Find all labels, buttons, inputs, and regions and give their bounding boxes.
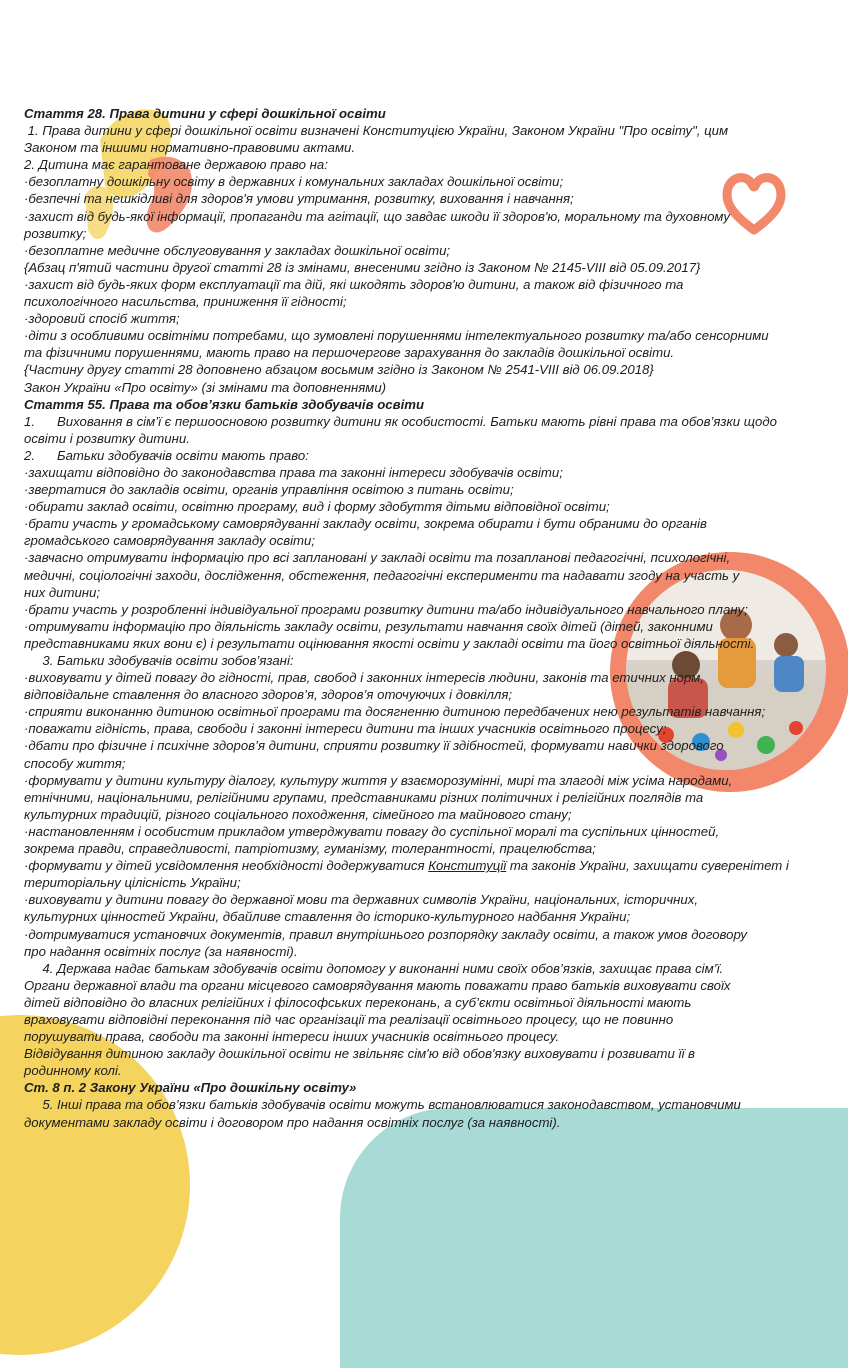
line-text: ·безоплатне медичне обслуговування у закладах дошкільної освіти; xyxy=(24,242,451,258)
text-line xyxy=(24,532,848,549)
line-text: 1. Виховання в сім’ї є першоосновою розвитку дитини як особистості. Батьки мають рівні права та обов’язки щодо xyxy=(24,413,777,429)
line-text: ·діти з особливими освітніми потребами, що зумовлені порушеннями інтелектуального розвитку та/або сенсорними xyxy=(24,328,769,344)
line-text: розвитку; xyxy=(24,225,87,241)
section-heading xyxy=(24,1079,848,1096)
line-text: ·брати участь у розробленні індивідуальної програми розвитку дитини та/або індивідуального навчального плану; xyxy=(24,601,748,617)
line-text: ·дбати про фізичне і психічне здоров’я дитини, сприяти розвитку її здібностей, формувати навички здорового xyxy=(24,738,724,754)
text-line xyxy=(24,703,848,720)
text-line xyxy=(24,208,848,225)
line-text: ·сприяти виконанню дитиною освітньої програми та досягненню дитиною передбачених нею результатів навчання; xyxy=(24,704,766,720)
text-line xyxy=(24,857,848,874)
constitution-link[interactable]: Конституції xyxy=(428,858,507,874)
text-line xyxy=(24,190,848,207)
line-text: ·брати участь у громадському самоврядуванні закладу освіти, зокрема обирати і бути обраними до органів xyxy=(24,516,707,532)
text-line xyxy=(24,686,848,703)
text-line xyxy=(24,720,848,737)
line-text: родинному колі. xyxy=(24,1063,122,1079)
text-line xyxy=(24,823,848,840)
text-line xyxy=(24,635,848,652)
line-text: відповідальне ставлення до власного здоров’я, здоров’я оточуючих і довкілля; xyxy=(24,687,513,703)
line-text: Відвідування дитиною закладу дошкільної освіти не звільняє сім'ю від обов'язку виховувати і розвивати її в xyxy=(24,1046,695,1062)
line-text: громадського самоврядування закладу освіти; xyxy=(24,533,316,549)
text-line xyxy=(24,669,848,686)
line-text: ·захищати відповідно до законодавства права та законні інтереси здобувачів освіти; xyxy=(24,464,563,480)
text-line xyxy=(24,908,848,925)
text-line xyxy=(24,173,848,190)
text-line xyxy=(24,994,848,1011)
text-line xyxy=(24,1062,848,1079)
text-line xyxy=(24,327,848,344)
text-line xyxy=(24,737,848,754)
text-line xyxy=(24,464,848,481)
line-text: Законом та іншими нормативно-правовими актами. xyxy=(24,140,355,156)
text-line xyxy=(24,891,848,908)
teal-wave-decoration xyxy=(340,1108,848,1368)
text-line xyxy=(24,977,848,994)
line-text: ·завчасно отримувати інформацію про всі заплановані у закладі освіти та позапланові педагогічні, психологічні, xyxy=(24,550,731,566)
text-line xyxy=(24,413,848,430)
text-line xyxy=(24,379,848,396)
document-body xyxy=(24,105,848,1131)
text-line xyxy=(24,584,848,601)
line-text: ·дотримуватися установчих документів, правил внутрішнього розпорядку закладу освіти, а також умов договору xyxy=(24,926,747,942)
line-text: ·формувати у дитини культуру діалогу, культуру життя у взаєморозумінні, мирі та злагоді між усіма народами, xyxy=(24,772,733,788)
line-text: ·виховувати у дітей повагу до гідності, прав, свобод і законних інтересів людини, законів та етичних норм, xyxy=(24,670,704,686)
text-line xyxy=(24,652,848,669)
text-line xyxy=(24,242,848,259)
text-line xyxy=(24,515,848,532)
text-line xyxy=(24,259,848,276)
text-line xyxy=(24,225,848,242)
text-line xyxy=(24,549,848,566)
section-heading xyxy=(24,105,848,122)
text-line xyxy=(24,361,848,378)
line-text: ·захист від будь-яких форм експлуатації та дій, які шкодять здоров'ю дитини, а також від фізичного та xyxy=(24,276,684,292)
line-text: дітей відповідно до власних релігійних і філософських переконань, а суб’єкти освітньої діяльності мають xyxy=(24,994,692,1010)
text-line xyxy=(24,156,848,173)
text-line xyxy=(24,1028,848,1045)
line-text: освіти і розвитку дитини. xyxy=(24,430,190,446)
line-text: ·обирати заклад освіти, освітню програму, вид і форму здобуття дітьми відповідної освіти; xyxy=(24,499,610,515)
line-text: 3. Батьки здобувачів освіти зобов’язані: xyxy=(24,653,294,668)
text-line xyxy=(24,943,848,960)
section-heading xyxy=(24,396,848,413)
line-text: культурних традицій, різного соціального походження, сімейного та майнового стану; xyxy=(24,806,572,822)
line-text: ·безпечні та нешкідливі для здоров'я умови утримання, розвитку, виховання і навчання; xyxy=(24,191,574,207)
line-text: ·виховувати у дитини повагу до державної мови та державних символів України, національних, історичних, xyxy=(24,892,698,908)
text-line xyxy=(24,293,848,310)
line-text: ·поважати гідність, права, свободи і законні інтереси дитини та інших учасників освітнього процесу; xyxy=(24,721,667,737)
line-text: ·отримувати інформацію про діяльність закладу освіти, результати навчання своїх дітей (дітей, законними xyxy=(24,618,713,634)
line-text: територіальну цілісність України; xyxy=(24,875,241,891)
line-text: 1. Права дитини у сфері дошкільної освіти визначені Конституцією України, Законом України "Про освіту", цим xyxy=(24,123,729,139)
text-line xyxy=(24,926,848,943)
text-line xyxy=(24,960,848,977)
line-text: Ст. 8 п. 2 Закону України «Про дошкільну освіту» xyxy=(24,1080,357,1096)
line-text: 2. Батьки здобувачів освіти мають право: xyxy=(24,447,309,463)
line-text: психологічного насильства, приниження її гідності; xyxy=(24,294,347,310)
line-text: Стаття 55. Права та обов’язки батьків здобувачів освіти xyxy=(24,396,425,412)
text-line xyxy=(24,122,848,139)
text-line xyxy=(24,874,848,891)
text-line xyxy=(24,1114,848,1131)
line-text: враховувати відповідні переконання під час організації та реалізації освітнього процесу, що не повинно xyxy=(24,1011,674,1027)
text-line xyxy=(24,789,848,806)
text-line xyxy=(24,840,848,857)
line-text: зокрема правди, справедливості, патріотизму, гуманізму, толерантності, працелюбства; xyxy=(24,841,596,857)
text-line xyxy=(24,430,848,447)
text-line xyxy=(24,344,848,361)
line-text: способу життя; xyxy=(24,755,126,771)
text-line xyxy=(24,310,848,327)
line-text: ·звертатися до закладів освіти, органів управління освітою з питань освіти; xyxy=(24,482,514,498)
text-line xyxy=(24,1096,848,1113)
line-text-continued: та законів України, захищати суверенітет і xyxy=(506,858,789,874)
text-line xyxy=(24,755,848,772)
text-line xyxy=(24,618,848,635)
line-text: Закон України «Про освіту» (зі змінами та доповненнями) xyxy=(24,379,387,395)
text-line xyxy=(24,139,848,156)
line-text: {Частину другу статті 28 доповнено абзацом восьмим згідно із Законом № 2541-VIII від 06.09.2018} xyxy=(24,362,654,378)
text-line xyxy=(24,498,848,515)
text-line xyxy=(24,601,848,618)
line-text: ·захист від будь-якої інформації, пропаганди та агітації, що завдає шкоди її здоров'ю, моральному та духовному xyxy=(24,208,730,224)
line-text: представниками яких вони є) і результати оцінювання якості освіти у закладі освіти та його освітньої діяльності. xyxy=(24,635,755,651)
line-text: документами закладу освіти і договором про надання освітніх послуг (за наявності). xyxy=(24,1114,561,1130)
text-line xyxy=(24,276,848,293)
line-text: Органи державної влади та органи місцевого самоврядування мають поважати право батьків виховувати своїх xyxy=(24,977,731,993)
text-line xyxy=(24,567,848,584)
line-text: ·формувати у дітей усвідомлення необхідності додержуватися xyxy=(24,858,429,874)
line-text: етнічними, національними, релігійними групами, представниками різних політичних і релігійних поглядів та xyxy=(24,789,704,805)
text-line xyxy=(24,481,848,498)
line-text: {Абзац п'ятий частини другої статті 28 із змінами, внесеними згідно із Законом № 2145-VIII від 05.09.2017} xyxy=(24,259,701,275)
text-line xyxy=(24,1011,848,1028)
line-text: ·настановленням і особистим прикладом утверджувати повагу до суспільної моралі та суспільних цінностей, xyxy=(24,823,720,839)
line-text: про надання освітніх послуг (за наявності). xyxy=(24,943,298,959)
line-text: них дитини; xyxy=(24,584,101,600)
text-line xyxy=(24,806,848,823)
line-text: ·безоплатну дошкільну освіту в державних і комунальних закладах дошкільної освіти; xyxy=(24,174,564,190)
text-line xyxy=(24,447,848,464)
line-text: 2. Дитина має гарантоване державою право на: xyxy=(24,157,328,173)
line-text: 4. Держава надає батькам здобувачів освіти допомогу у виконанні ними своїх обов’язків, захищає права сім’ї. xyxy=(24,960,724,976)
line-text: порушувати права, свободи та законні інтереси інших учасників освітнього процесу. xyxy=(24,1029,560,1045)
line-text: культурних цінностей України, дбайливе ставлення до історико-культурного надбання України; xyxy=(24,909,631,925)
line-text: 5. Інші права та обов’язки батьків здобувачів освіти можуть встановлюватися законодавством, установчими xyxy=(24,1097,741,1113)
line-text: Стаття 28. Права дитини у сфері дошкільної освіти xyxy=(24,106,386,121)
line-text: ·здоровий спосіб життя; xyxy=(24,311,180,327)
line-text: та фізичними порушеннями, мають право на першочергове зарахування до закладів дошкільної освіти. xyxy=(24,345,675,361)
text-line xyxy=(24,1045,848,1062)
line-text: медичні, соціологічні заходи, дослідження, обстеження, педагогічні експерименти та надавати згоду на участь у xyxy=(24,567,740,583)
text-line xyxy=(24,772,848,789)
